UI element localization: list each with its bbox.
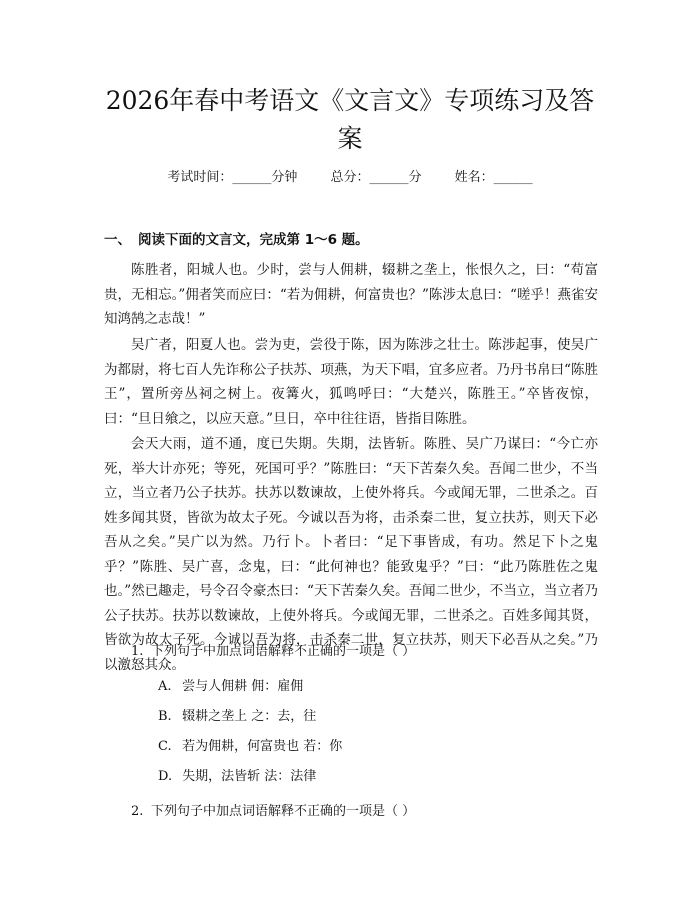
total-score-field: 总分：______分 xyxy=(330,170,422,185)
question-1-stem: 下列句子中加点词语解释不正确的一项是（ ） xyxy=(151,644,416,659)
question-2-number: 2. xyxy=(131,804,144,819)
question-1-option-a[interactable] xyxy=(158,677,303,697)
question-2-stem: 下列句子中加点词语解释不正确的一项是（ ） xyxy=(151,804,416,819)
option-letter: B. xyxy=(158,709,172,724)
question-2 xyxy=(131,802,415,822)
exam-time-field: 考试时间：______分钟 xyxy=(167,170,298,185)
question-1-option-d[interactable] xyxy=(158,767,316,787)
question-1-number: 1. xyxy=(131,644,144,659)
section-number: 一、 xyxy=(104,232,131,248)
option-text: 失期，法皆斩 法：法律 xyxy=(182,769,317,784)
option-letter: C. xyxy=(158,739,172,754)
exam-meta xyxy=(0,168,700,188)
section-instruction: 阅读下面的文言文，完成第 1～6 题。 xyxy=(138,232,369,248)
option-text: 辍耕之垄上 之：去，往 xyxy=(182,709,317,724)
passage-paragraph-1: 陈胜者，阳城人也。少时，尝与人佣耕，辍耕之垄上，怅恨久之，曰：“苟富贵，无相忘。”佣者笑而应曰：“若为佣耕，何富贵也？”陈涉太息曰：“嗟乎！燕雀安知鸿鹄之志哉！” xyxy=(104,262,598,327)
question-1-option-c[interactable] xyxy=(158,737,342,757)
option-text: 尝与人佣耕 佣：雇佣 xyxy=(182,679,304,694)
passage-paragraph-3: 会天大雨，道不通，度已失期。失期，法皆斩。陈胜、吴广乃谋曰：“今亡亦死，举大计亦死；等死，死国可乎？”陈胜曰：“天下苦秦久矣。吾闻二世少，不当立，当立者乃公子扶苏。扶苏以数谏故，上使外将兵。今或闻无罪，二世杀之。百姓多闻其贤，皆欲为故太子死。今诚以吾为将，击杀秦二世，复立扶苏，则天下必吾从之矣。”吴广以为然。乃行卜。卜者曰：“足下事皆成，有功。然足下卜之鬼乎？”陈胜、吴广喜，念鬼，曰：“此何神也？能致鬼乎？”曰：“此乃陈胜佐之鬼也。”然已趣走，号令召令豪杰曰：“天下苦秦久矣。吾闻二世少，不当立，当立者乃公子扶苏。扶苏以数谏故，上使外将兵。今或闻无罪，二世杀之。百姓多闻其贤，皆欲为故太子死。今诚以吾为将，击杀秦二世，复立扶苏，则天下必吾从之矣。”乃以激怒其众。 xyxy=(104,436,598,673)
question-1 xyxy=(131,642,415,662)
page-title: 2026年春中考语文《文言文》专项练习及答案 xyxy=(105,86,595,153)
question-1-option-b[interactable] xyxy=(158,707,316,727)
passage-paragraph-2: 吴广者，阳夏人也。尝为吏，尝役于陈，因为陈涉之壮士。陈涉起事，使吴广为都尉，将七百人先诈称公子扶苏、项燕，为天下唱，宜多应者。乃丹书帛曰“陈胜王”，置所旁丛祠之树上。夜篝火，狐鸣呼曰：“大楚兴，陈胜王。”卒皆夜惊，曰：“旦日飨之，以应天意。”旦日，卒中往往语，皆指目陈胜。 xyxy=(104,337,598,427)
option-text: 若为佣耕，何富贵也 若：你 xyxy=(182,739,343,754)
option-letter: D. xyxy=(158,769,173,784)
section-heading xyxy=(104,230,369,250)
name-field: 姓名：______ xyxy=(454,170,533,185)
option-letter: A. xyxy=(158,679,172,694)
